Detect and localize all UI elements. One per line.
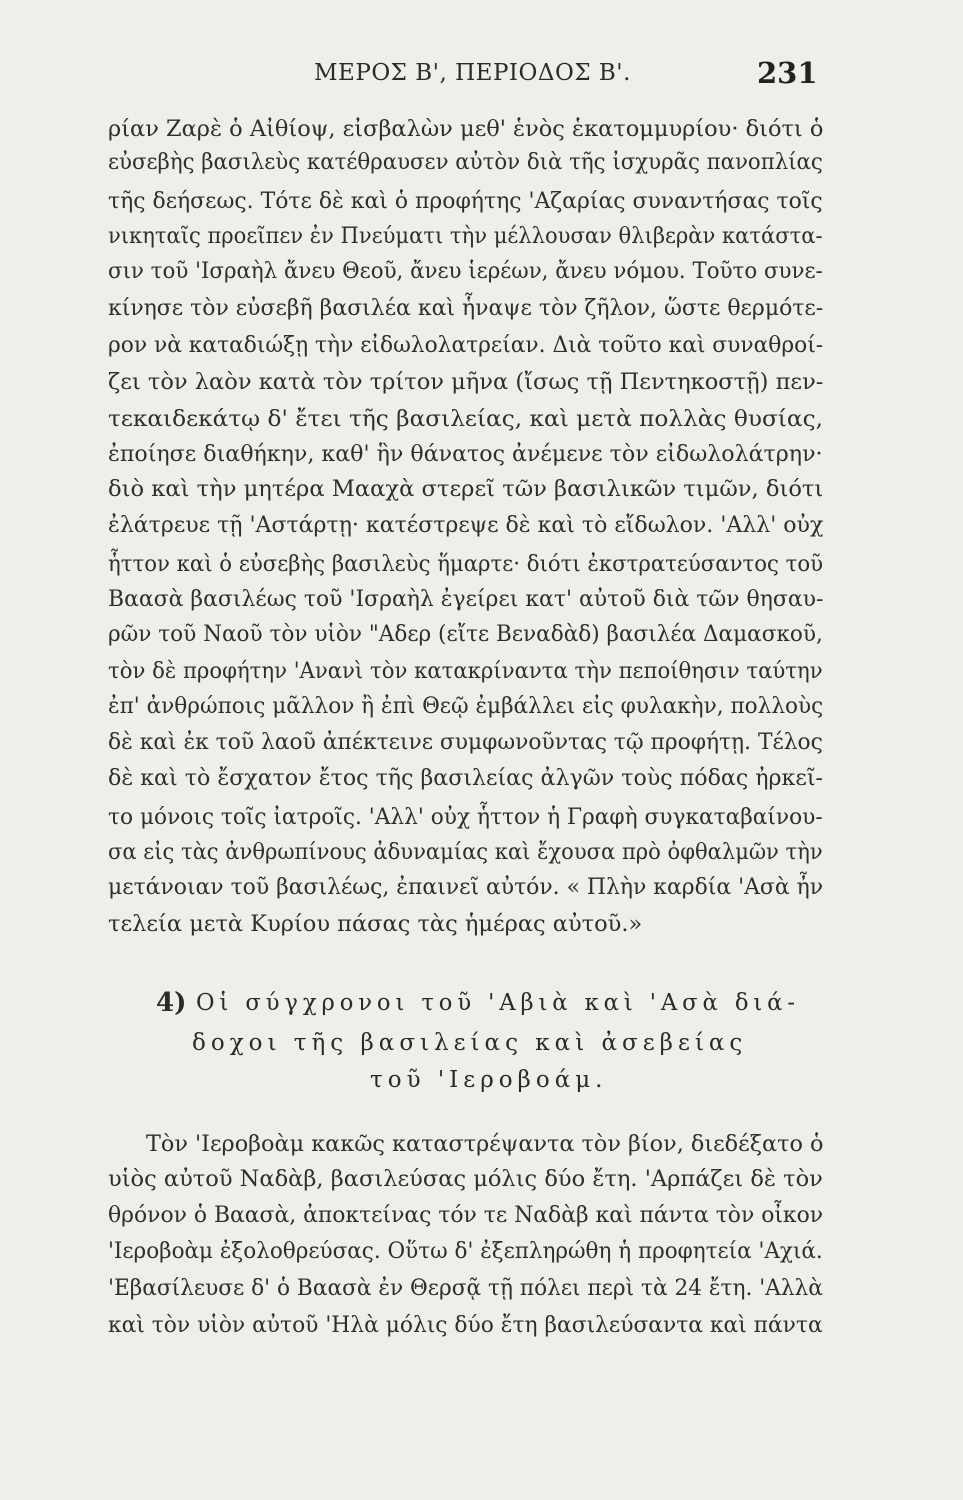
text-line: καὶ τὸν υἱὸν αὐτοῦ 'Ηλὰ μόλις δύο ἔτη βασιλεύσαντα καὶ πάντα	[108, 1312, 823, 1338]
text-line: δὲ καὶ ἐκ τοῦ λαοῦ ἀπέκτεινε συμφωνοῦντας τῷ προφήτῃ. Τέλος	[108, 729, 823, 755]
text-line: 'Ιεροβοὰμ ἐξολοθρεύσας. Οὕτω δ' ἐξεπληρώθη ἡ προφητεία 'Αχιά.	[108, 1238, 823, 1264]
text-line: Βαασὰ βασιλέως τοῦ 'Ισραὴλ ἐγείρει κατ' αὐτοῦ διὰ τῶν θησαυ-	[108, 586, 824, 612]
text-line: υἱὸς αὐτοῦ Ναδὰβ, βασιλεύσας μόλις δύο ἔτη. 'Αρπάζει δὲ τὸν	[108, 1166, 823, 1192]
text-line: τεκαιδεκάτῳ δ' ἔτει τῆς βασιλείας, καὶ μετὰ πολλὰς θυσίας,	[108, 406, 823, 432]
text-line: εὐσεβὴς βασιλεὺς κατέθραυσεν αὐτὸν διὰ τῆς ἰσχυρᾶς πανοπλίας	[108, 149, 823, 175]
text-line: κίνησε τὸν εὐσεβῆ βασιλέα καὶ ἧναψε τὸν ζῆλον, ὥστε θερμότε-	[108, 295, 824, 321]
text-line: νικηταῖς προεῖπεν ἐν Πνεύματι τὴν μέλλουσαν θλιβερὰν κατάστα-	[108, 223, 823, 249]
text-line: ἧττον καὶ ὁ εὐσεβὴς βασιλεὺς ἥμαρτε· διότι ἐκστρατεύσαντος τοῦ	[108, 551, 824, 577]
page-number: 231	[757, 56, 818, 90]
running-head-title: ΜΕΡΟΣ Β', ΠΕΡΙΟΔΟΣ Β'.	[314, 60, 631, 86]
section-number: 4)	[156, 988, 187, 1018]
text-line: σα εἰς τὰς ἀνθρωπίνους ἀδυναμίας καὶ ἔχουσα πρὸ ὀφθαλμῶν τὴν	[108, 839, 823, 865]
text-line: Τὸν 'Ιεροβοὰμ κακῶς καταστρέψαντα τὸν βίον, διεδέξατο ὁ	[146, 1131, 824, 1157]
text-line: διὸ καὶ τὴν μητέρα Μααχὰ στερεῖ τῶν βασιλικῶν τιμῶν, διότι	[108, 476, 824, 502]
text-line: ρῶν τοῦ Ναοῦ τὸν υἱὸν "Αδερ (εἴτε Βεναδὰδ) βασιλέα Δαμασκοῦ,	[108, 621, 823, 647]
text-line: τὸν δὲ προφήτην 'Ανανὶ τὸν κατακρίναντα τὴν πεποίθησιν ταύτην	[108, 658, 823, 684]
text-line: ζει τὸν λαὸν κατὰ τὸν τρίτον μῆνα (ἴσως τῇ Πεντηκοστῇ) πεν-	[108, 369, 824, 395]
text-line: τελεία μετὰ Κυρίου πάσας τὰς ἡμέρας αὐτοῦ.»	[108, 911, 643, 937]
text-line: ἐλάτρευε τῇ 'Αστάρτῃ· κατέστρεψε δὲ καὶ τὸ εἴδωλον. 'Αλλ' οὐχ	[108, 512, 824, 538]
text-line: 'Εβασίλευσε δ' ὁ Βαασὰ ἐν Θερσᾷ τῇ πόλει περὶ τὰ 24 ἔτη. 'Αλλὰ	[108, 1275, 823, 1301]
text-line: δὲ καὶ τὸ ἔσχατον ἔτος τῆς βασιλείας ἀλγῶν τοὺς πόδας ἠρκεῖ-	[108, 765, 824, 791]
text-line: ρίαν Ζαρὲ ὁ Αἰθίοψ, εἰσβαλὼν μεθ' ἑνὸς ἑκατομμυρίου· διότι ὁ	[108, 116, 824, 142]
section-heading-line: δοχοι τῆς βασιλείας καὶ ἀσεβείας	[192, 1030, 748, 1056]
section-heading-line: τοῦ 'Ιεροβοάμ.	[370, 1067, 608, 1093]
text-line: μετάνοιαν τοῦ βασιλέως, ἐπαινεῖ αὐτόν. « Πλὴν καρδία 'Ασὰ ἦν	[108, 874, 824, 900]
text-line: θρόνον ὁ Βαασὰ, ἀποκτείνας τόν τε Ναδὰβ καὶ πάντα τὸν οἶκον	[108, 1202, 824, 1228]
text-line: τῆς δεήσεως. Τότε δὲ καὶ ὁ προφήτης 'Αζαρίας συναντήσας τοῖς	[108, 188, 823, 214]
text-line: ἐποίησε διαθήκην, καθ' ἣν θάνατος ἀνέμενε τὸν εἰδωλολάτρην·	[108, 441, 823, 467]
text-line: ρον νὰ καταδιώξῃ τὴν εἰδωλολατρείαν. Διὰ τοῦτο καὶ συναθροί-	[108, 332, 824, 358]
text-line: ἐπ' ἀνθρώποις μᾶλλον ἢ ἐπὶ Θεῷ ἐμβάλλει εἰς φυλακὴν, πολλοὺς	[108, 693, 824, 719]
section-heading-line: Οἱ σύγχρονοι τοῦ 'Αβιὰ καὶ 'Ασὰ διά-	[196, 990, 800, 1016]
text-line: σιν τοῦ 'Ισραὴλ ἄνευ Θεοῦ, ἄνευ ἱερέων, ἄνευ νόμου. Τοῦτο συνε-	[108, 258, 823, 284]
text-line: το μόνοις τοῖς ἰατροῖς. 'Αλλ' οὐχ ἧττον ἡ Γραφὴ συγκαταβαίνου-	[108, 804, 823, 830]
